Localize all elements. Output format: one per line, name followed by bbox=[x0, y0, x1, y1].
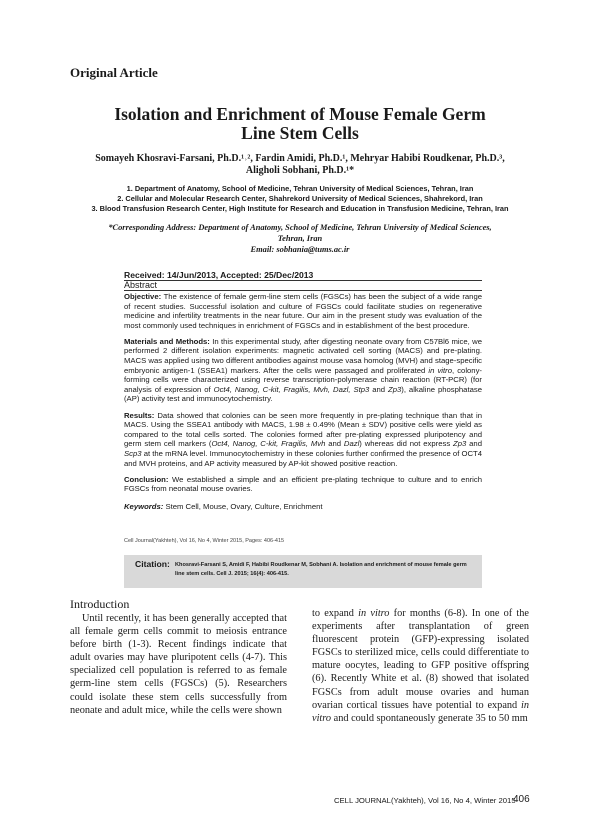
abstract-heading: Abstract bbox=[124, 280, 482, 291]
corresponding-address bbox=[90, 222, 510, 255]
intro-italic: in vitro bbox=[358, 608, 390, 619]
results-label: Results: bbox=[124, 410, 155, 420]
abstract-objective bbox=[124, 292, 482, 330]
affiliation-1: 1. Department of Anatomy, School of Medicine, Tehran University of Medical Sciences, Tehran, Iran bbox=[126, 184, 474, 193]
footer-journal: CELL JOURNAL(Yakhteh), Vol 16, No 4, Winter 2015 bbox=[334, 796, 516, 805]
conclusion-label: Conclusion: bbox=[124, 474, 169, 484]
results-italic: Scp3 bbox=[124, 448, 142, 458]
article-title bbox=[70, 105, 530, 143]
abstract-results bbox=[124, 411, 482, 469]
keywords-label-text: Keywords: bbox=[124, 501, 164, 511]
title-line-2: Line Stem Cells bbox=[241, 123, 359, 143]
affiliations bbox=[70, 184, 530, 214]
abstract-methods bbox=[124, 337, 482, 404]
intro-column-left bbox=[70, 612, 287, 717]
results-italic: Dazl bbox=[343, 439, 360, 449]
abstract-keywords bbox=[124, 502, 482, 512]
journal-reference: Cell Journal(Yakhteh), Vol 16, No 4, Winter 2015, Pages: 406-415 bbox=[124, 538, 285, 544]
affiliation-3: 3. Blood Transfusion Research Center, High Institute for Research and Education in Transfusion Medicine, Tehran, Iran bbox=[91, 204, 509, 213]
intro-paragraph-left: Until recently, it has been generally accepted that all female germ cells commit to meiosis entrance before birth (1-3). Recent findings indicate that adult ovaries may have pluripotent cells (4-7). This specialized cell population is referred to as female germ-line stem cells (FGSCs) (5). Researchers could isolate these stem cells successfully from neonate and adult mice, while the cells were shown bbox=[70, 613, 287, 716]
citation-label: Citation: bbox=[135, 559, 170, 569]
methods-italic: Oct4, Nanog, C-kit, Fragilis, Mvh, Dazl, Stp3 bbox=[213, 384, 370, 394]
results-text: ) whereas did not express bbox=[359, 439, 454, 449]
results-text: at the mRNA level. Immunocytochemistry in these colonies further confirmed the presence of OCT4 and MVH proteins, and AP activity measured by AP-kit showed positive reaction. bbox=[124, 448, 482, 468]
abstract-conclusion bbox=[124, 475, 482, 494]
citation-text: Khosravi-Farsani S, Amidi F, Habibi Roudkenar M, Sobhani A. Isolation and enrichment of mouse female germ line stem cells. Cell J. 2015; 16(4): 406-415. bbox=[175, 562, 467, 577]
methods-italic: in vitro bbox=[428, 365, 452, 375]
results-text: and bbox=[466, 439, 482, 449]
intro-text: for months (6-8). In one of the experiments after transplantation of green fluorescent protein (GFP)-expressing isolated FGSCs to sterilized mice, cells could differentiate to mature oocytes, leading to GFP positive offspring (6). Recently White et al. (8) showed that isolated FGSCs from adult mouse ovaries and human ovarian cortical tissues have potential to expand bbox=[312, 608, 530, 711]
intro-paragraph-right bbox=[312, 607, 529, 725]
results-italic: Oct4, Nanog, C-kit, Fragilis, Mvh bbox=[211, 439, 326, 449]
methods-text: In this experimental study, after digesting neonate ovary from C57Bl6 mice, we performed 2 different isolation experiments: magnetic activated cell sorting (MACS) and pre-plating. MACS was applied using two different antibodies against mouse vasa homolog (MVH) and stage-specific embryonic antigen-1 (SSEA1) markers. After the cells were passaged and proliferated bbox=[124, 336, 482, 375]
keywords-text: Stem Cell, Mouse, Ovary, Culture, Enrichment bbox=[163, 501, 323, 511]
correspondence-line-2: Tehran, Iran bbox=[277, 234, 323, 243]
keywords-label bbox=[124, 502, 163, 511]
methods-text: , colony-forming cells were characterized using reverse transcription-polymerase chain reaction (RT-PCR) (for analysis of expression of bbox=[124, 365, 482, 394]
affiliation-2: 2. Cellular and Molecular Research Center, Shahrekord University of Medical Sciences, Shahrekord, Iran bbox=[117, 194, 483, 203]
intro-italic: in vitro bbox=[312, 699, 529, 724]
objective-label: Objective: bbox=[124, 292, 162, 301]
conclusion-text: We established a simple and an efficient pre-plating technique to culture and to enrich FGSCs from neonatal mouse ovaries. bbox=[124, 474, 482, 494]
methods-italic: Zp3 bbox=[388, 384, 402, 394]
results-italic: Zp3 bbox=[453, 439, 467, 449]
abstract-body bbox=[124, 292, 482, 518]
page-number: 406 bbox=[513, 794, 530, 805]
correspondence-line-1: *Corresponding Address: Department of Anatomy, School of Medicine, Tehran University of Medical Sciences, bbox=[108, 223, 492, 232]
intro-column-right bbox=[312, 607, 529, 725]
authors-line-1: Somayeh Khosravi-Farsani, Ph.D.¹˒², Fardin Amidi, Ph.D.¹, Mehryar Habibi Roudkenar, Ph.D.³, bbox=[95, 153, 505, 164]
intro-text: to expand bbox=[312, 608, 359, 619]
methods-label: Materials and Methods: bbox=[124, 336, 210, 346]
author-list bbox=[95, 153, 505, 177]
received-accepted-dates: Received: 14/Jun/2013, Accepted: 25/Dec/2013 bbox=[124, 270, 314, 280]
results-text: Data showed that colonies can be seen more frequently in pre-plating technique than that in MACS. Using the SSEA1 antibody with MACS, 1.98 ± 0.49% (Mean ± SDV) positive cells were yield as compared to the total cells sorted. The colonies formed after pre-plating expressed pluripotency and germ stem cell markers ( bbox=[124, 410, 482, 449]
objective-text: The existence of female germ-line stem cells (FGSCs) has been the subject of a wide range of recent studies. Successful isolation and culture of FGSCs could facilitate studies on regenerative medicine and infertility treatments in the near future. Our aim in the present study was evaluation of the most commonly used techniques in enrichment of FGSCs and in establishment of the best procedure. bbox=[124, 292, 482, 330]
methods-text: ), alkaline phosphatase (AP) activity test and immunocytochemistry. bbox=[124, 384, 482, 404]
correspondence-email: Email: sobhania@tums.ac.ir bbox=[250, 245, 350, 254]
section-heading-introduction: Introduction bbox=[70, 597, 130, 611]
intro-text: and could spontaneously generate 35 to 50 mm bbox=[331, 712, 528, 724]
title-line-1: Isolation and Enrichment of Mouse Female Germ bbox=[114, 104, 486, 124]
results-text: and bbox=[325, 439, 344, 449]
authors-line-2: Aligholi Sobhani, Ph.D.¹* bbox=[245, 165, 355, 176]
methods-text: and bbox=[369, 384, 389, 394]
article-type: Original Article bbox=[70, 65, 158, 80]
